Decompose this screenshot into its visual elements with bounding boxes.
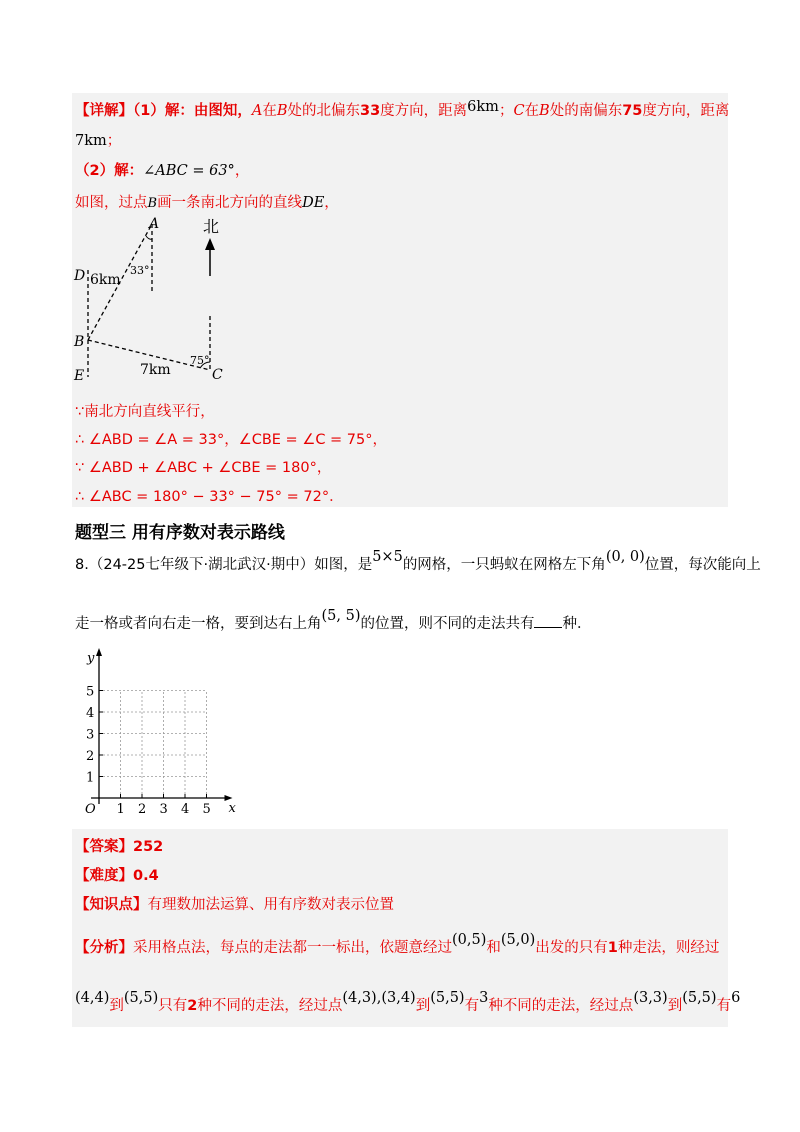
direction-figure bbox=[72, 212, 242, 387]
therefore-line-1: ∴ ∠ABD = ∠A = 33°，∠CBE = ∠C = 75°， bbox=[75, 432, 388, 448]
y-tick-label: 4 bbox=[86, 706, 95, 721]
x-tick-label: 3 bbox=[159, 802, 168, 817]
x-tick-label: 4 bbox=[181, 802, 190, 817]
label-75deg: 75° bbox=[190, 354, 210, 367]
y-tick-label: 3 bbox=[86, 727, 95, 743]
analysis-line-1: 【分析】采用格点法，每点的走法都一一标出，依题意经过(0,5)和(5,0)出发的只有1种走法，则经过 bbox=[75, 932, 720, 956]
label-b: B bbox=[74, 334, 85, 350]
because-line-2: ∵ ∠ABD + ∠ABC + ∠CBE = 180°， bbox=[75, 460, 332, 476]
solution-line-2: （2）解：∠ABC = 63°， bbox=[75, 163, 250, 179]
label-north: 北 bbox=[203, 217, 220, 236]
solution-line-3: 如图，过点B画一条南北方向的直线DE， bbox=[75, 195, 339, 211]
section-title: 题型三 用有序数对表示路线 bbox=[75, 523, 285, 543]
answer-blank bbox=[534, 615, 562, 628]
angle-arc-a bbox=[146, 236, 152, 239]
knowledge-line: 【知识点】有理数加法运算、用有序数对表示位置 bbox=[75, 897, 394, 913]
label-c: C bbox=[212, 367, 223, 383]
x-tick-label: 2 bbox=[138, 802, 147, 817]
label-d: D bbox=[74, 268, 86, 284]
y-tick-label: 1 bbox=[86, 770, 95, 786]
therefore-line-2: ∴ ∠ABC = 180° − 33° − 75° = 72°． bbox=[75, 489, 344, 505]
answer-tag: 【答案】 bbox=[75, 839, 133, 855]
y-tick-label: 2 bbox=[86, 749, 95, 764]
x-tick-label: 5 bbox=[202, 802, 211, 817]
answer-line bbox=[75, 835, 163, 856]
difficulty-line: 【难度】0.4 bbox=[75, 868, 159, 884]
label-33deg: 33° bbox=[130, 264, 150, 277]
y-axis-label: y bbox=[87, 651, 95, 666]
coordinate-grid bbox=[80, 648, 240, 818]
because-line-1: ∵南北方向直线平行， bbox=[75, 404, 215, 420]
label-a: A bbox=[149, 216, 160, 232]
label-6km: 6km bbox=[90, 272, 121, 288]
label-7km: 7km bbox=[140, 362, 171, 378]
north-arrow-head bbox=[205, 238, 215, 250]
origin-label: O bbox=[85, 802, 96, 817]
y-axis-arrow bbox=[96, 648, 102, 656]
solution-line-1b: 7km； bbox=[75, 133, 122, 149]
question-8-line-2: 走一格或者向右走一格，要到达右上角(5, 5)的位置，则不同的走法共有 种． bbox=[75, 608, 592, 632]
answer-value: 252 bbox=[133, 839, 164, 855]
solution-line-1: 【详解】（1）解：由图知，A在B处的北偏东33度方向，距离6km；C在B处的南偏东75度方向，距离 bbox=[75, 99, 730, 119]
analysis-line-2: (4,4)到(5,5)只有2种不同的走法，经过点(4,3),(3,4)到(5,5)有3种不同的走法，经过点(3,3)到(5,5)有6 bbox=[75, 990, 741, 1014]
label-e: E bbox=[74, 368, 85, 384]
question-8-line-1: 8.（24-25七年级下·湖北武汉·期中）如图，是5×5的网格，一只蚂蚁在网格左下角(0, 0)位置，每次能向上 bbox=[75, 549, 761, 573]
detail-tag: 【详解】 bbox=[75, 103, 133, 119]
x-axis-label: x bbox=[228, 801, 236, 816]
x-tick-label: 1 bbox=[116, 802, 125, 817]
y-tick-label: 5 bbox=[86, 684, 95, 700]
